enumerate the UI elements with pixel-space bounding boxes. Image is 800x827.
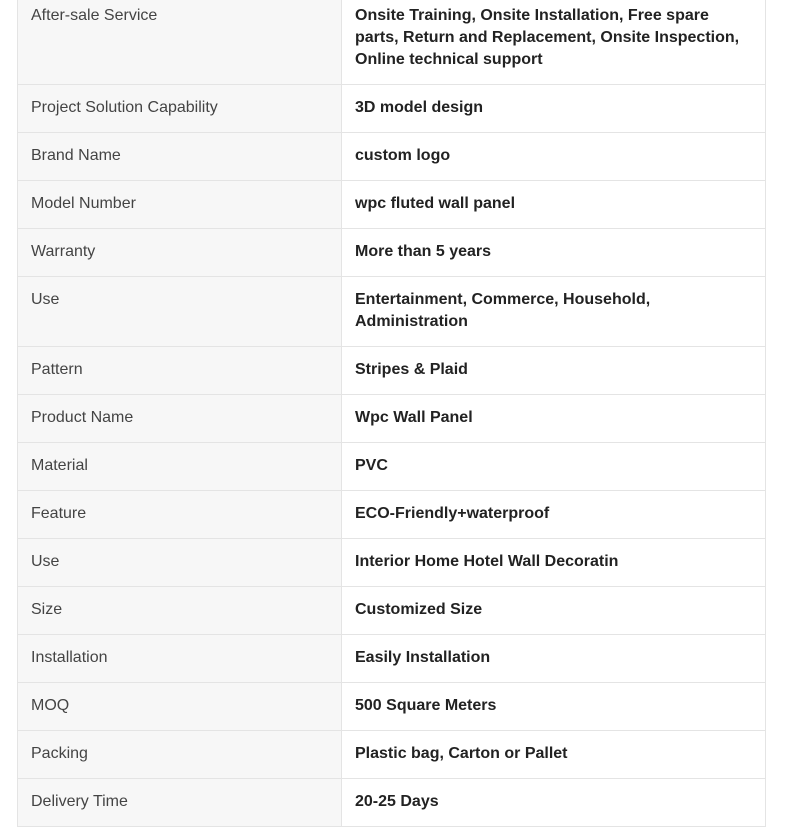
spec-label: Delivery Time [18, 779, 342, 827]
spec-value: Stripes & Plaid [342, 347, 766, 395]
spec-label: After-sale Service [18, 0, 342, 85]
spec-label: Warranty [18, 229, 342, 277]
spec-row-use [18, 277, 766, 347]
spec-label: Model Number [18, 181, 342, 229]
spec-value: custom logo [342, 133, 766, 181]
spec-row-brand-name [18, 133, 766, 181]
spec-row-feature [18, 491, 766, 539]
spec-value: Entertainment, Commerce, Household, Administration [342, 277, 766, 347]
spec-row-material [18, 443, 766, 491]
spec-row-warranty [18, 229, 766, 277]
spec-value: Interior Home Hotel Wall Decoratin [342, 539, 766, 587]
spec-label: MOQ [18, 683, 342, 731]
spec-label: Use [18, 277, 342, 347]
spec-label: Installation [18, 635, 342, 683]
product-spec-table [17, 0, 766, 827]
spec-label: Size [18, 587, 342, 635]
spec-value: More than 5 years [342, 229, 766, 277]
spec-row-packing [18, 731, 766, 779]
spec-value: ECO-Friendly+waterproof [342, 491, 766, 539]
spec-row-installation [18, 635, 766, 683]
spec-value: Customized Size [342, 587, 766, 635]
spec-label: Pattern [18, 347, 342, 395]
spec-row-pattern [18, 347, 766, 395]
spec-value: Easily Installation [342, 635, 766, 683]
spec-label: Product Name [18, 395, 342, 443]
spec-label: Feature [18, 491, 342, 539]
spec-label: Project Solution Capability [18, 85, 342, 133]
spec-value: 20-25 Days [342, 779, 766, 827]
spec-row-delivery-time [18, 779, 766, 827]
spec-label: Packing [18, 731, 342, 779]
spec-value: 500 Square Meters [342, 683, 766, 731]
spec-value: Plastic bag, Carton or Pallet [342, 731, 766, 779]
spec-label: Brand Name [18, 133, 342, 181]
spec-value: Onsite Training, Onsite Installation, Free spare parts, Return and Replacement, Onsite Inspection, Online technical support [342, 0, 766, 85]
spec-label: Use [18, 539, 342, 587]
spec-value: Wpc Wall Panel [342, 395, 766, 443]
spec-row-use-interior [18, 539, 766, 587]
spec-row-project-solution-capability [18, 85, 766, 133]
spec-row-after-sale-service [18, 0, 766, 85]
spec-row-size [18, 587, 766, 635]
spec-value: wpc fluted wall panel [342, 181, 766, 229]
spec-label: Material [18, 443, 342, 491]
spec-value: PVC [342, 443, 766, 491]
spec-value: 3D model design [342, 85, 766, 133]
spec-row-moq [18, 683, 766, 731]
spec-row-product-name [18, 395, 766, 443]
spec-row-model-number [18, 181, 766, 229]
